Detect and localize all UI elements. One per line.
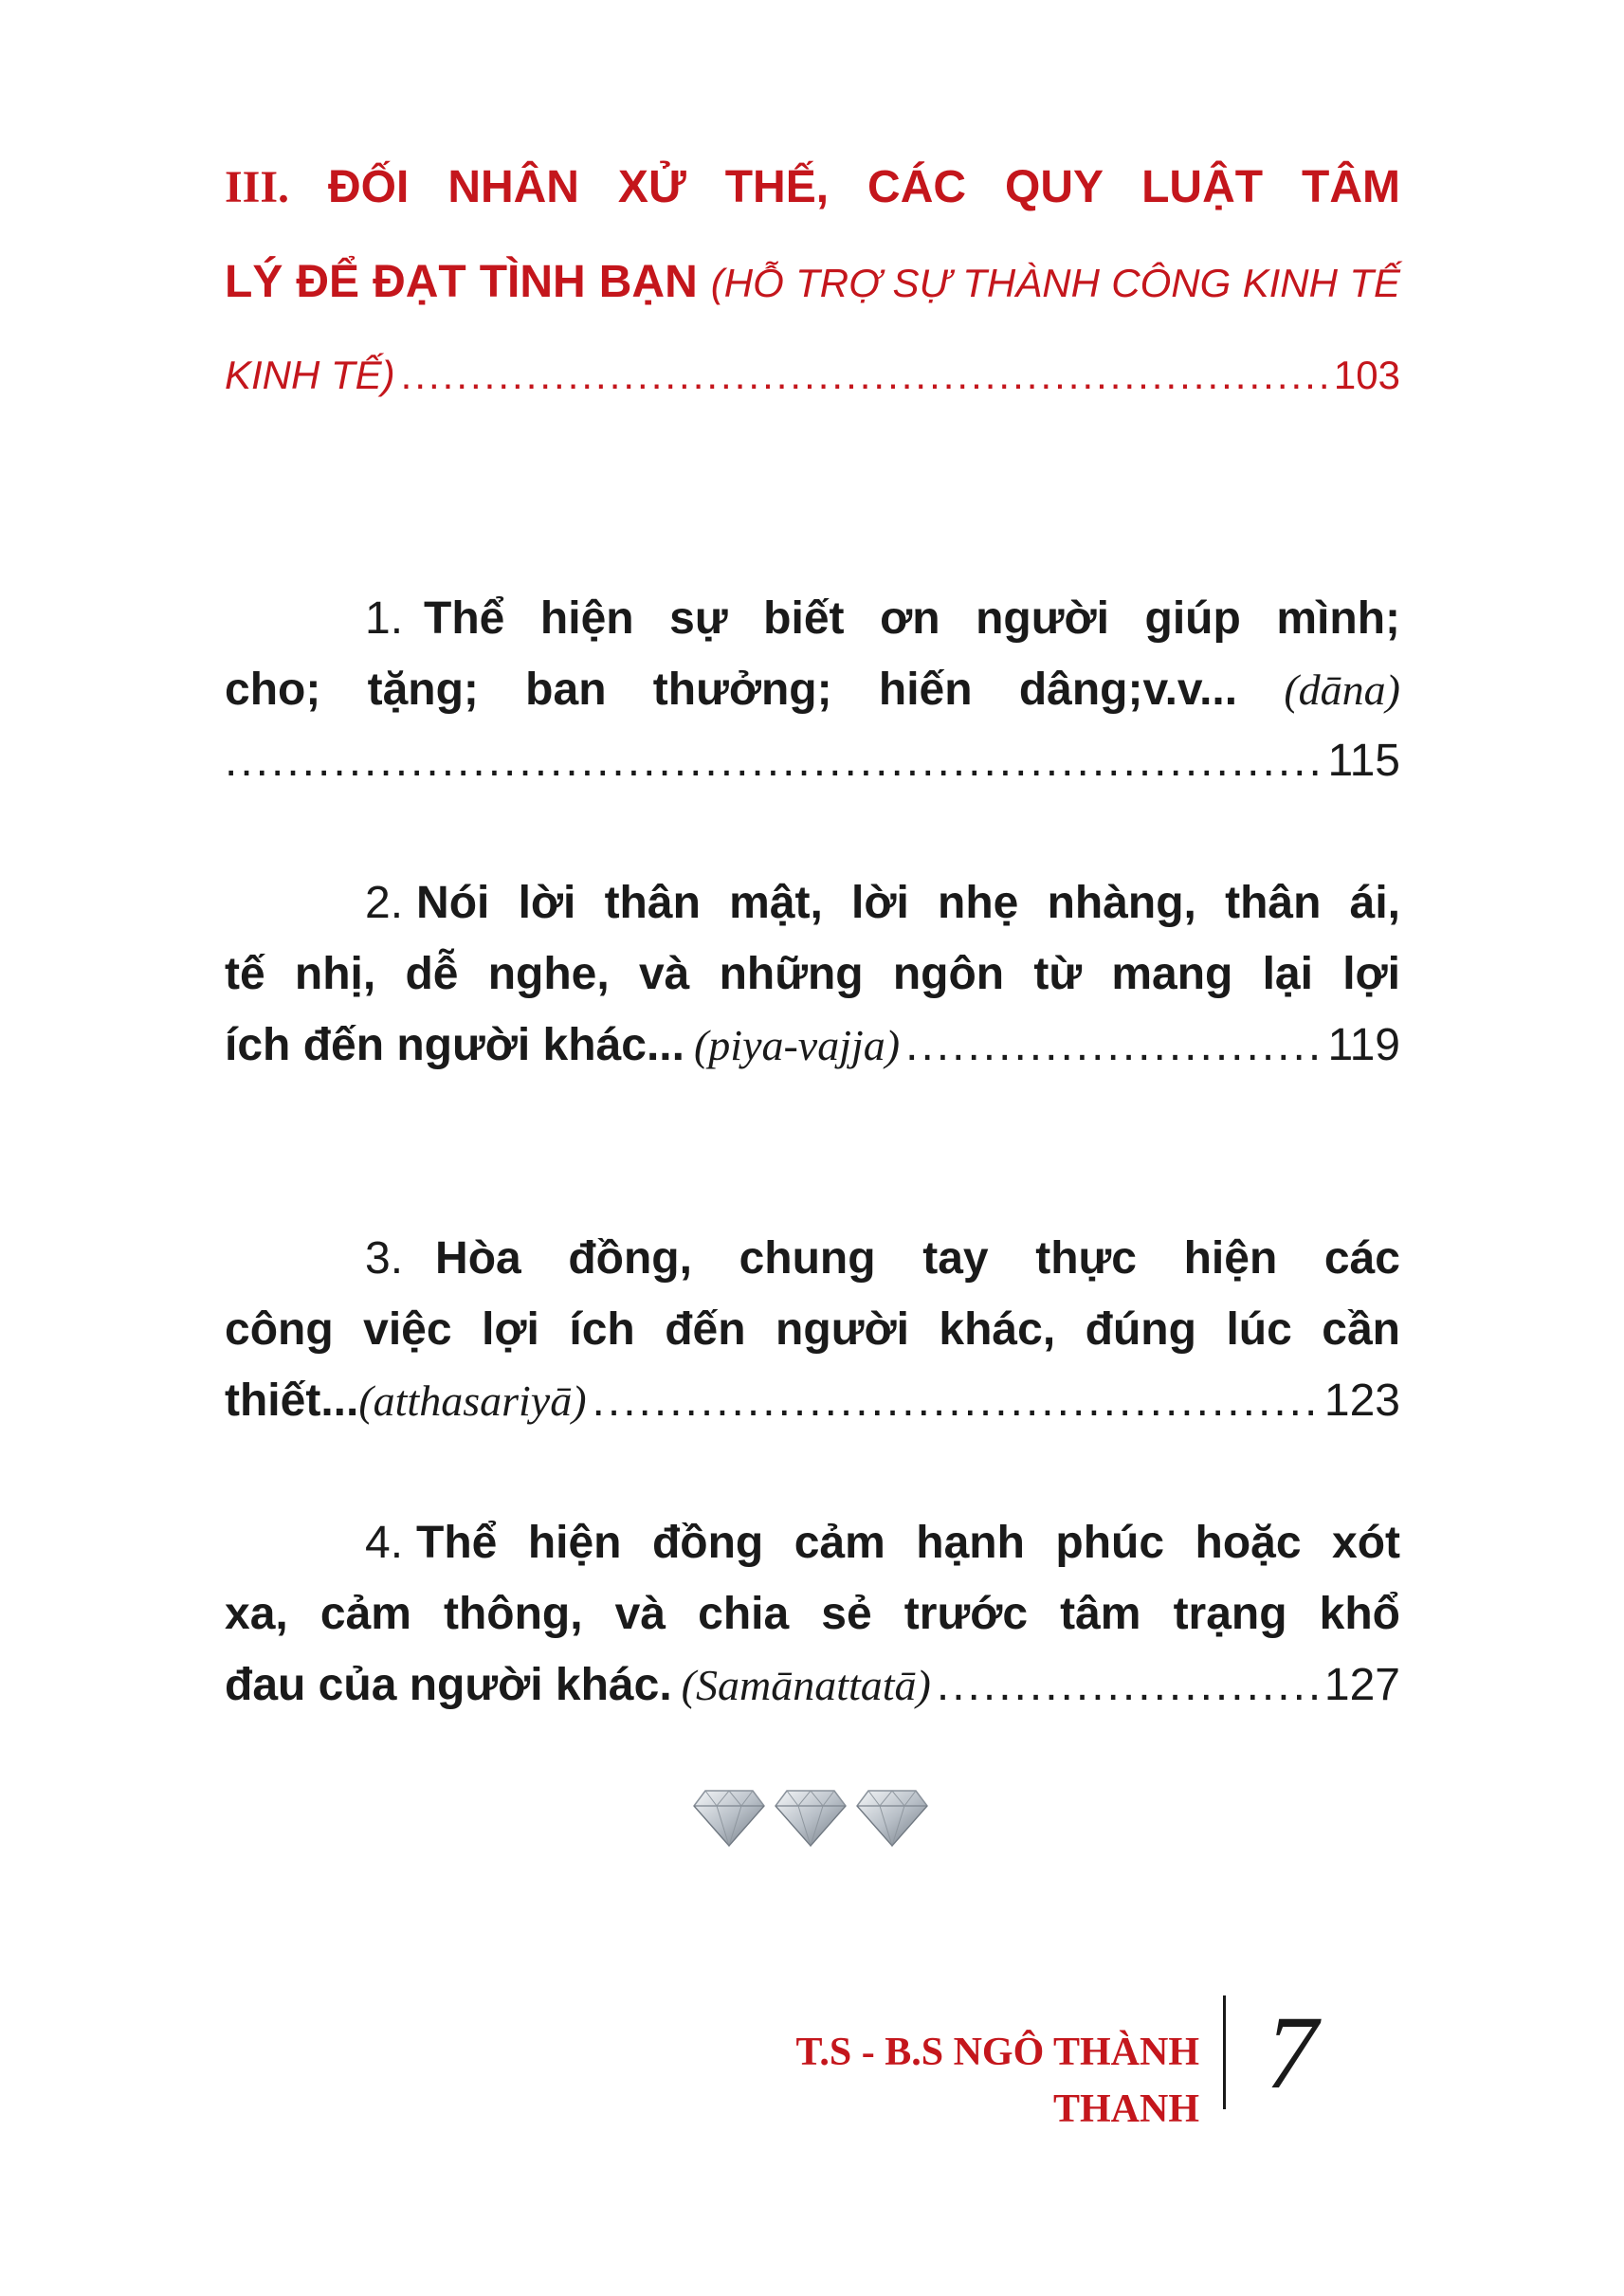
entry-line (225, 1507, 1400, 1578)
section-title-continuation: LÝ ĐỂ ĐẠT TÌNH BẠN (225, 257, 698, 307)
entry-title: Hòa đồng, chung tay thực hiện các (435, 1233, 1400, 1284)
diamond-ornament (692, 1787, 929, 1853)
toc-entry-4[interactable] (225, 1507, 1400, 1721)
entry-page-number: 127 (1323, 1660, 1400, 1710)
entry-line (225, 1578, 1400, 1649)
entry-page-number: 115 (1327, 736, 1400, 786)
entry-line (225, 1223, 1400, 1294)
entry-pali-term: (dāna) (1284, 665, 1400, 714)
diamond-icon (692, 1787, 766, 1848)
section-title-text: ĐỐI NHÂN XỬ THẾ, CÁC QUY LUẬT TÂM (328, 162, 1400, 212)
dot-leader (905, 1010, 1322, 1081)
entry-page-number: 119 (1327, 1020, 1400, 1070)
entry-leader-line (225, 1649, 1400, 1721)
entry-title: Thể hiện đồng cảm hạnh phúc hoặc xót (416, 1518, 1400, 1568)
entry-title-end: đau của người khác. (225, 1660, 672, 1710)
section-toc-line[interactable] (225, 330, 1400, 421)
entry-title-continuation: tế nhị, dễ nghe, và những ngôn từ mang lại lợi (225, 949, 1400, 999)
footer-divider (1223, 1995, 1226, 2109)
dot-leader (937, 1649, 1319, 1721)
entry-page-number: 123 (1323, 1376, 1400, 1426)
section-subtitle-end: KINH TẾ) (225, 353, 395, 397)
diamond-icon (855, 1787, 929, 1848)
footer-author: T.S - B.S NGÔ THÀNH THANH (795, 2031, 1199, 2131)
toc-entry-3[interactable] (225, 1223, 1400, 1436)
section-title-line2 (225, 237, 1400, 329)
entry-line (225, 867, 1400, 938)
section-page-number: 103 (1333, 353, 1400, 397)
section-title-line1 (225, 142, 1400, 233)
entry-line (225, 583, 1400, 654)
entry-number: 3. (365, 1233, 404, 1284)
entry-pali-term: (Samānattatā) (681, 1661, 931, 1709)
entry-title-continuation: xa, cảm thông, và chia sẻ trước tâm trạng khổ (225, 1589, 1400, 1639)
section-roman-numeral: III. (225, 162, 290, 212)
entry-number: 1. (365, 593, 404, 644)
dot-leader (401, 330, 1328, 421)
entry-number: 2. (365, 878, 404, 928)
entry-line (225, 654, 1400, 725)
diamond-icon (774, 1787, 848, 1848)
dot-leader (593, 1365, 1319, 1436)
entry-title-continuation: cho; tặng; ban thưởng; hiến dâng;v.v... (225, 665, 1238, 715)
entry-line (225, 1294, 1400, 1365)
entry-title-end: ích đến người khác... (225, 1020, 684, 1070)
entry-pali-term: (atthasariyā) (358, 1376, 587, 1425)
entry-leader-line (225, 1365, 1400, 1436)
footer-page-number: 7 (1266, 1995, 1318, 2110)
entry-leader-line (225, 1010, 1400, 1081)
section-subtitle: (HỖ TRỢ SỰ THÀNH CÔNG KINH TẾ (710, 261, 1400, 305)
entry-pali-term: (piya-vajja) (693, 1021, 901, 1069)
dot-leader (225, 725, 1322, 796)
entry-title-continuation: công việc lợi ích đến người khác, đúng lúc cần (225, 1304, 1400, 1355)
entry-leader-line (225, 725, 1400, 796)
entry-title: Thể hiện sự biết ơn người giúp mình; (424, 593, 1400, 644)
toc-entry-1[interactable] (225, 583, 1400, 796)
entry-title: Nói lời thân mật, lời nhẹ nhàng, thân ái, (416, 878, 1400, 928)
entry-title-end: thiết... (225, 1376, 359, 1426)
entry-number: 4. (365, 1518, 404, 1568)
entry-line (225, 938, 1400, 1010)
toc-entry-2[interactable] (225, 867, 1400, 1081)
